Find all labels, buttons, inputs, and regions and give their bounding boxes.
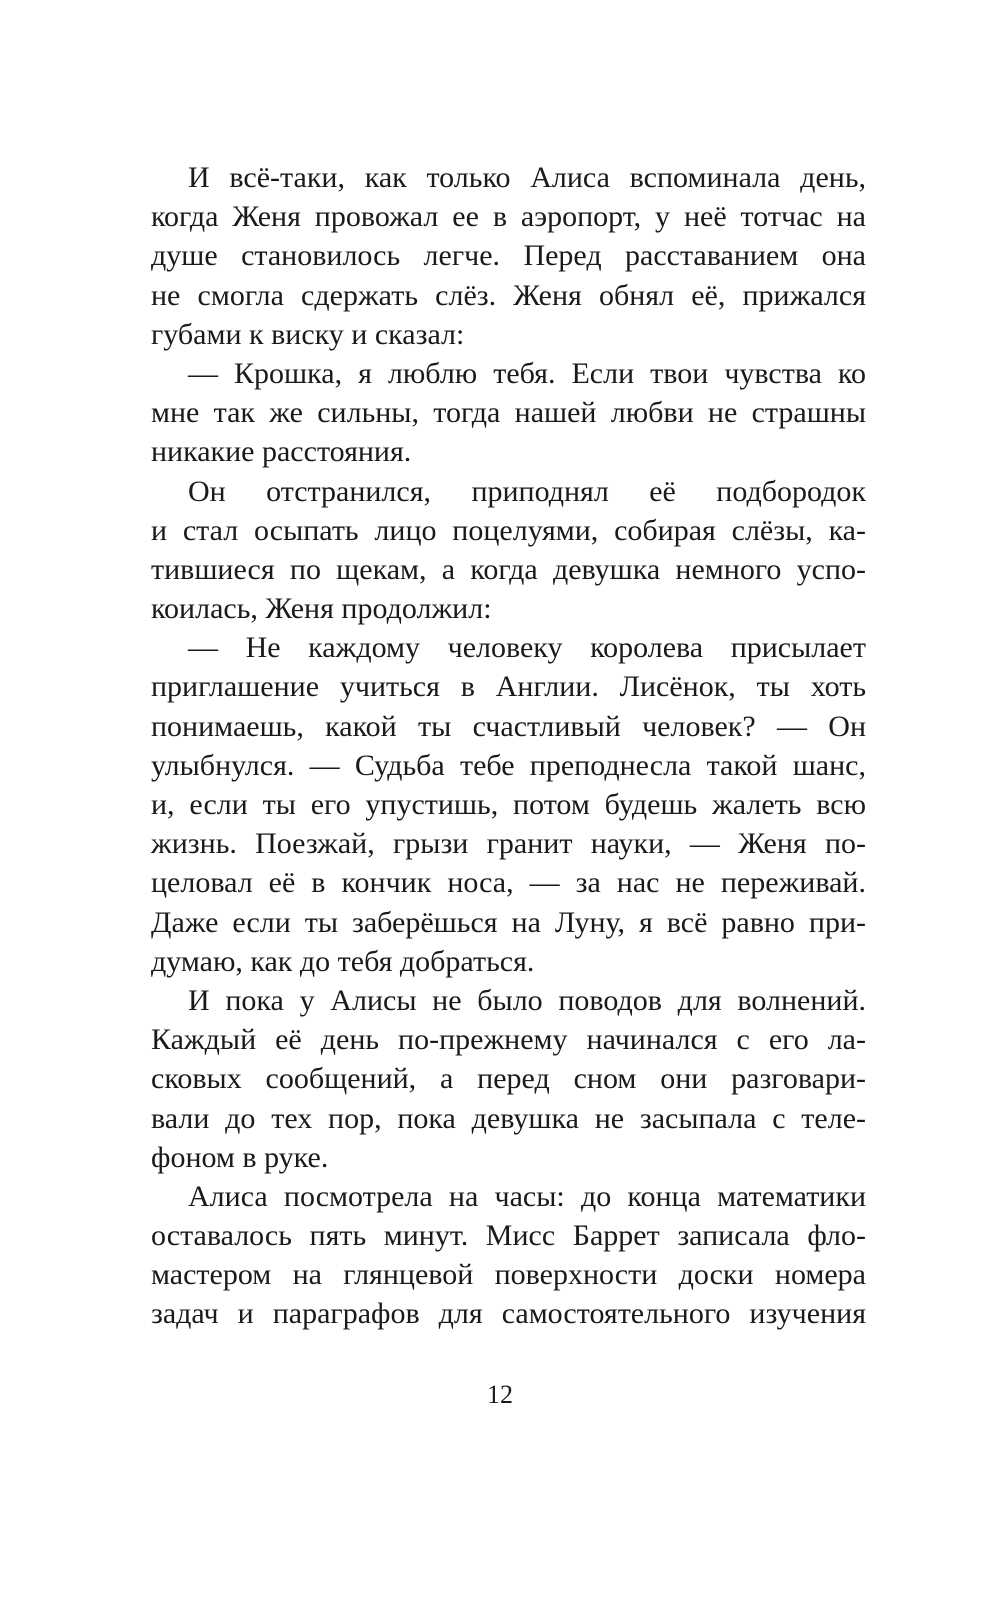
text-line: оставалось пять минут. Мисс Баррет записала фло- xyxy=(151,1219,866,1253)
text-line: губами к виску и сказал: xyxy=(151,317,465,351)
text-line: сковых сообщений, а перед сном они разговари- xyxy=(151,1062,866,1096)
text-line: тившиеся по щекам, а когда девушка немного успо- xyxy=(151,552,866,586)
text-line: вали до тех пор, пока девушка не засыпала с теле- xyxy=(151,1101,866,1135)
text-line: задач и параграфов для самостоятельного изучения xyxy=(151,1297,866,1331)
text-line: не смогла сдержать слёз. Женя обнял её, прижался xyxy=(151,278,866,312)
text-line: фоном в руке. xyxy=(151,1140,329,1174)
text-line: улыбнулся. — Судьба тебе преподнесла такой шанс, xyxy=(151,748,866,782)
text-line: Алиса посмотрела на часы: до конца математики xyxy=(188,1179,866,1213)
text-line: коилась, Женя продолжил: xyxy=(151,592,492,626)
text-line: и, если ты его упустишь, потом будешь жалеть всю xyxy=(151,788,866,821)
text-line: — Крошка, я люблю тебя. Если твои чувства ко xyxy=(188,356,866,390)
text-line: — Не каждому человеку королева присылает xyxy=(188,631,866,665)
page-number: 12 xyxy=(487,1380,513,1409)
page-body-text xyxy=(151,158,866,1334)
text-line: никакие расстояния. xyxy=(151,435,412,469)
text-line: приглашение учиться в Англии. Лисёнок, ты хоть xyxy=(151,670,866,704)
text-line: И пока у Алисы не было поводов для волнений. xyxy=(188,983,866,1017)
text-line: когда Женя провожал ее в аэропорт, у неё тотчас на xyxy=(151,200,866,234)
text-line: душе становилось легче. Перед расставанием она xyxy=(151,239,866,273)
text-line: мне так же сильны, тогда нашей любви не страшны xyxy=(151,396,866,430)
text-line: целовал её в кончик носа, — за нас не переживай. xyxy=(151,866,866,900)
text-line: мастером на глянцевой поверхности доски номера xyxy=(151,1258,866,1292)
text-line: жизнь. Поезжай, грызи гранит науки, — Женя по- xyxy=(151,827,866,861)
text-line: Каждый её день по-прежнему начинался с его ла- xyxy=(151,1023,866,1057)
text-line: И всё-таки, как только Алиса вспоминала день, xyxy=(188,161,866,194)
text-line: думаю, как до тебя добраться. xyxy=(151,944,535,978)
text-line: Даже если ты заберёшься на Луну, я всё равно при- xyxy=(151,905,866,939)
text-line: Он отстранился, приподнял её подбородок xyxy=(188,474,866,508)
text-line: и стал осыпать лицо поцелуями, собирая слёзы, ка- xyxy=(151,513,866,547)
text-line: понимаешь, какой ты счастливый человек? — Он xyxy=(151,709,866,743)
